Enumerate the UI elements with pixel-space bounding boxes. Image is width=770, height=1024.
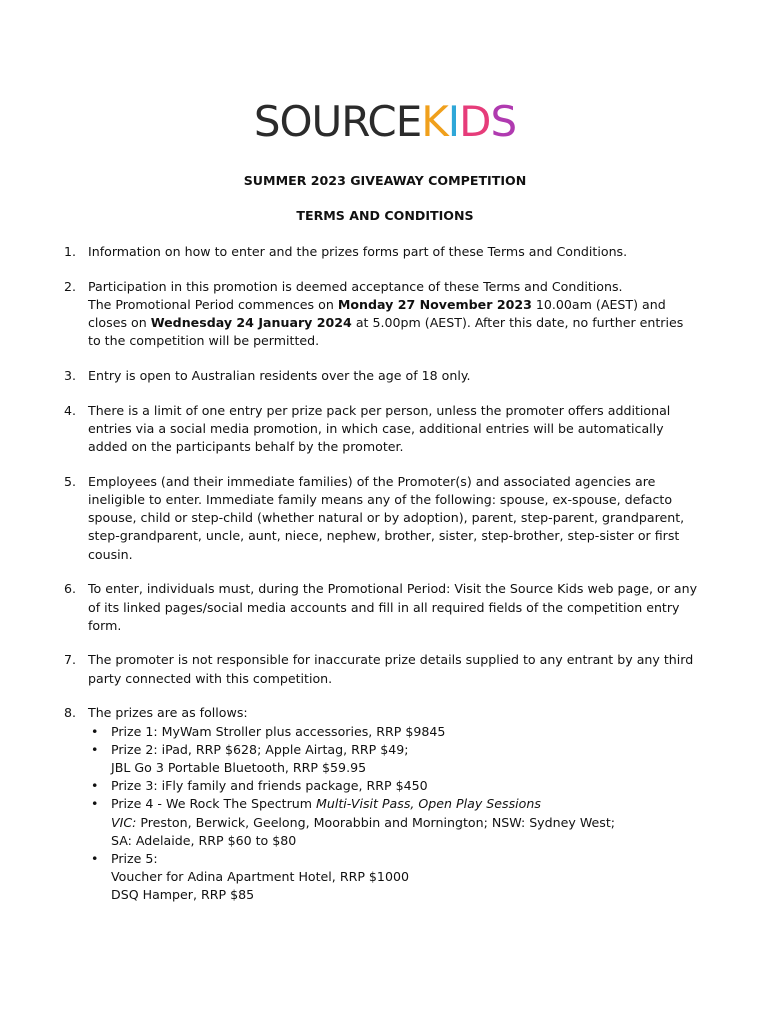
prize-text: SA: Adelaide, RRP $60 to $80 [111, 832, 297, 848]
period-text-pre: The Promotional Period commences on [88, 296, 338, 312]
prize-text-italic: VIC: [111, 814, 137, 830]
logo-letter-k: K [421, 97, 448, 146]
promotional-period-text [88, 297, 683, 348]
term-text: There is a limit of one entry per prize pack per person, unless the promoter offers additional entries via a social media promotion, in which case, additional entries will be automatically added on the participants behalf by the promoter. [88, 402, 671, 455]
term-text: Entry is open to Australian residents over the age of 18 only. [88, 368, 471, 384]
source-kids-logo [0, 96, 770, 148]
prizes-intro: The prizes are as follows: [88, 705, 248, 721]
prize-text: Prize 1: MyWam Stroller plus accessories, RRP $9845 [111, 723, 446, 739]
document-title: SUMMER 2023 GIVEAWAY COMPETITION [243, 173, 527, 188]
term-item [0, 580, 770, 635]
bullet-icon: • [91, 723, 99, 739]
prize-text-part: Preston, Berwick, Geelong, Moorabbin and Mornington; NSW: Sydney West; [136, 814, 616, 830]
term-number: 4. [64, 402, 77, 418]
logo-letter-i: I [447, 97, 460, 146]
term-text: To enter, individuals must, during the Promotional Period: Visit the Source Kids web page, or any of its linked pages/social media accounts and fill in all required fields of the competition entry form. [88, 581, 698, 633]
term-number: 8. [64, 705, 77, 721]
term-number: 5. [64, 473, 77, 489]
term-item [0, 243, 770, 261]
prize-list [88, 723, 698, 905]
period-end-date: Wednesday 24 January 2024 [150, 315, 352, 331]
prize-text: DSQ Hamper, RRP $85 [111, 887, 255, 903]
bullet-icon: • [91, 850, 99, 866]
prize-text: Voucher for Adina Apartment Hotel, RRP $1000 [111, 869, 409, 885]
terms-list [0, 243, 770, 921]
prize-item [88, 795, 698, 850]
document-subtitle: TERMS AND CONDITIONS [296, 208, 474, 223]
logo-letter-d: D [459, 97, 491, 146]
prize-item [88, 723, 698, 741]
term-text: The promoter is not responsible for inaccurate prize details supplied to any entrant by any third party connected with this competition. [88, 652, 694, 686]
term-item [0, 473, 770, 564]
term-text: Employees (and their immediate families) of the Promoter(s) and associated agencies are ineligible to enter. Immediate family means any of the following: spouse, ex-spouse, defacto spouse, child or step-child (whether natural or by adoption), parent, step-parent, grandparent, step-grandparent, uncle, aunt, niece, nephew, brother, sister, step-brother, step-sister or first cousin. [88, 473, 685, 562]
term-item [0, 704, 770, 904]
term-text: Participation in this promotion is deemed acceptance of these Terms and Conditions. [88, 278, 623, 294]
prize-text: Prize 3: iFly family and friends package, RRP $450 [111, 778, 428, 794]
bullet-icon: • [91, 796, 99, 812]
bullet-icon: • [91, 778, 99, 794]
prize-text-italic: Multi-Visit Pass, Open Play Sessions [316, 796, 541, 812]
term-number: 2. [64, 278, 77, 294]
term-item [0, 651, 770, 687]
bullet-icon: • [91, 741, 99, 757]
period-start-date: Monday 27 November 2023 [337, 296, 532, 312]
prize-text [111, 795, 698, 813]
prize-text: Prize 5: [111, 850, 158, 866]
prize-text: JBL Go 3 Portable Bluetooth, RRP $59.95 [111, 759, 367, 775]
prize-text: Prize 2: iPad, RRP $628; Apple Airtag, RRP $49; [111, 741, 409, 757]
prize-item [88, 741, 698, 777]
term-text: Information on how to enter and the prizes forms part of these Terms and Conditions. [88, 244, 628, 259]
term-number: 3. [64, 368, 77, 384]
logo-letter-s: S [490, 97, 517, 146]
prize-text [111, 814, 698, 832]
period-text-mid: 10.00am (AEST) and closes on [88, 296, 666, 331]
term-item [0, 402, 770, 457]
term-item [0, 278, 770, 351]
term-number: 7. [64, 652, 77, 668]
prize-item [88, 850, 698, 905]
prize-item [88, 777, 698, 795]
period-text-post: at 5.00pm (AEST). After this date, no further entries to the competition will be permitted. [88, 315, 684, 349]
logo-source-text: SOURCE [253, 97, 422, 146]
term-number: 1. [64, 244, 77, 259]
prize-text-part: Prize 4 - We Rock The Spectrum [111, 796, 317, 812]
term-item [0, 367, 770, 385]
term-number: 6. [64, 581, 77, 597]
